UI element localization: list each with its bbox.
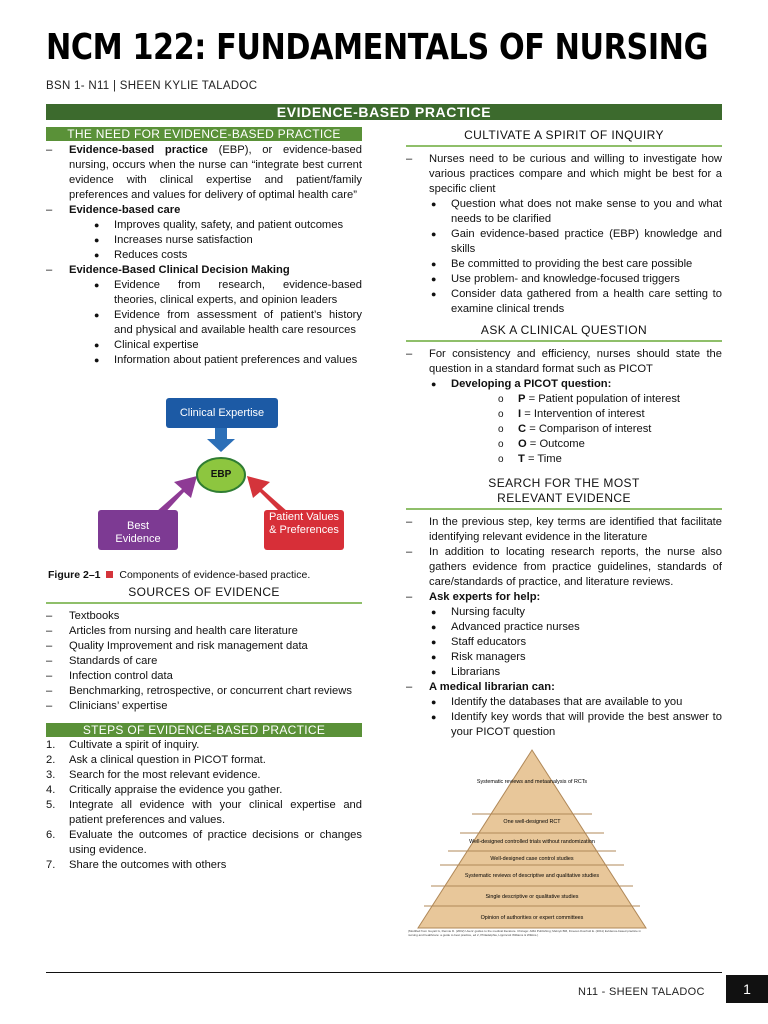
list-item: o P = Patient population of interest (498, 393, 681, 405)
list-item: ● Reduces costs (94, 249, 188, 261)
list-item: o I = Intervention of interest (498, 408, 645, 420)
ebp-label: EBP (210, 469, 232, 480)
list-item: 5. Integrate all evidence with your clinical expertise and patient preferences and values. (46, 799, 362, 826)
pyramid-level-text: Well-designed case control studies (490, 856, 574, 862)
clinical-expertise-box: Clinical Expertise (166, 398, 278, 428)
ebp-components-figure (46, 394, 362, 580)
need-list (46, 143, 362, 368)
pyramid-level-text: Systematic reviews and metaanalysis of RCTs (476, 779, 588, 785)
list-item: ● Gain evidence-based practice (EBP) knowledge and skills (431, 228, 722, 255)
list-item: – Evidence-based care ● Improves quality, safety, and patient outcomes ● Increases nurse satisfaction ● Reduces costs (46, 203, 362, 263)
list-item: – Clinicians’ expertise (46, 700, 168, 712)
clinical-arrow-shaft (215, 426, 227, 440)
search-list (406, 515, 722, 740)
list-item: – In addition to locating research reports, the nurse also gathers evidence from practice guidelines, standards of care/standards of practice, and literature reviews. (406, 546, 722, 588)
need-heading: THE NEED FOR EVIDENCE-BASED PRACTICE (46, 127, 362, 141)
list-item: – Ask experts for help: ● Nursing faculty ● Advanced practice nurses ● Staff educators ● Risk managers ● Librarians (406, 590, 722, 680)
pyramid-level-text: Well-designed controlled trials without randomization (469, 839, 595, 845)
list-item: ● Use problem- and knowledge-focused triggers (431, 273, 680, 285)
list-item: o T = Time (498, 453, 562, 465)
page-title: NCM 122: FUNDAMENTALS OF NURSING (46, 27, 708, 68)
right-column (406, 127, 722, 938)
list-item: o C = Comparison of interest (498, 423, 652, 435)
list-item: – Standards of care (46, 655, 158, 667)
list-item: ● Developing a PICOT question: o P = Patient population of interest o I = Intervention of interest o C = Comparison of interest o O = Outcome o T = Time (429, 377, 722, 467)
list-item: – Infection control data (46, 670, 173, 682)
best-evidence-box: Best Evidence (98, 510, 178, 550)
list-item: ● Question what does not make sense to you and what needs to be clarified (431, 198, 722, 225)
list-item: ● Nursing faculty (431, 606, 525, 618)
list-item: ● Information about patient preferences and values (94, 354, 358, 366)
list-item: ● Increases nurse satisfaction (94, 234, 253, 246)
list-item: – In the previous step, key terms are identified that facilitate identifying relevant evidence in the literature (406, 516, 722, 543)
author-line: BSN 1- N11 | SHEEN KYLIE TALADOC (46, 80, 258, 92)
list-item: ● Advanced practice nurses (431, 621, 580, 633)
pyramid-reference: (Modified from Guyatt G, Rennie D. (2002) Users’ guides to the medical literature. Chicago: AMA Publishing; Melnyk BM, Fineout-Overholt E. (2011) Evidence-based practice in nursing and healthcare: a guide to best practice, ed 2, Philadelphia, Lippincott Williams & Wilkins.) (408, 929, 641, 937)
pyramid-level-text: Opinion of authorities or expert committees (480, 915, 584, 921)
caption-square-icon (106, 571, 113, 578)
pyramid-level-text: Systematic reviews of descriptive and qualitative studies (464, 873, 600, 879)
list-item: ● Consider data gathered from a health care setting to examine clinical trends (431, 288, 722, 315)
list-item: ● Risk managers (431, 651, 526, 663)
list-item: ● Librarians (431, 666, 501, 678)
list-item: 6. Evaluate the outcomes of practice decisions or changes using evidence. (46, 829, 362, 856)
footer-label: N11 - SHEEN TALADOC (578, 986, 705, 998)
left-column (46, 127, 362, 873)
page-number: 1 (726, 975, 768, 1003)
pyramid-level-text: One well-designed RCT (503, 819, 561, 825)
section-banner: EVIDENCE-BASED PRACTICE (46, 104, 722, 120)
steps-heading: STEPS OF EVIDENCE-BASED PRACTICE (46, 723, 362, 737)
list-item: ● Identify key words that will provide the best answer to your PICOT question (431, 711, 722, 738)
sources-list (46, 609, 362, 714)
evidence-pyramid (408, 748, 648, 938)
list-item: ● Identify the databases that are available to you (431, 696, 683, 708)
footer-rule (46, 972, 722, 973)
list-item: 2. Ask a clinical question in PICOT format. (46, 754, 266, 766)
list-item: 4. Critically appraise the evidence you gather. (46, 784, 283, 796)
list-item: ● Clinical expertise (94, 339, 199, 351)
list-item: – Quality Improvement and risk management data (46, 640, 308, 652)
pyramid-level-text: Single descriptive or qualitative studies (485, 894, 579, 900)
list-item: ● Staff educators (431, 636, 527, 648)
inquiry-heading: CULTIVATE A SPIRIT OF INQUIRY (406, 127, 722, 147)
list-item: ● Improves quality, safety, and patient outcomes (94, 219, 344, 231)
list-item: 1. Cultivate a spirit of inquiry. (46, 739, 200, 751)
list-item: – Articles from nursing and health care literature (46, 625, 298, 637)
list-item: o O = Outcome (498, 438, 585, 450)
steps-list (46, 738, 362, 873)
list-item: – For consistency and efficiency, nurses should state the question in a standard format such as PICOT ● Developing a PICOT question: o P = Patient population of interest o I = Intervention of interest o C = Comparison of interest o O = Outcome o T = Time (406, 348, 722, 465)
list-item: – A medical librarian can: ● Identify the databases that are available to you ● Identify key words that will provide the best answer to your PICOT question (406, 681, 722, 738)
list-item: – Nurses need to be curious and willing to investigate how various practices compare and which might be best for a specific client ● Question what does not make sense to you and what needs to be clarified ● Gain evidence-based practice (EBP) knowledge and skills ● Be committed to providing the best care possible ● Use problem- and knowledge-focused triggers ● Consider data gathered from a health care setting to examine clinical trends (406, 153, 722, 315)
list-item: ● Evidence from assessment of patient’s history and physical and available health care resources (94, 309, 362, 336)
list-item: – Evidence-Based Clinical Decision Making ● Evidence from research, evidence-based theories, clinical experts, and opinion leaders ● Evidence from assessment of patient’s history and physical and available health care resources ● Clinical expertise ● Information about patient preferences and values (46, 264, 362, 366)
list-item: 3. Search for the most relevant evidence. (46, 769, 261, 781)
sources-heading: SOURCES OF EVIDENCE (46, 584, 362, 604)
list-item: 7. Share the outcomes with others (46, 859, 227, 871)
search-heading: SEARCH FOR THE MOST RELEVANT EVIDENCE (406, 475, 722, 510)
inquiry-list (406, 152, 722, 317)
question-list (406, 347, 722, 467)
list-item: ● Evidence from research, evidence-based theories, clinical experts, and opinion leaders (94, 279, 362, 306)
patient-values-box: Patient Values & Preferences (264, 510, 344, 550)
list-item: – Benchmarking, retrospective, or concurrent chart reviews (46, 685, 352, 697)
question-heading: ASK A CLINICAL QUESTION (406, 322, 722, 342)
list-item: – Textbooks (46, 610, 120, 622)
list-item: ● Be committed to providing the best care possible (431, 258, 693, 270)
figure-caption: Figure 2–1 Components of evidence-based practice. (48, 569, 311, 581)
list-item: – Evidence-based practice (EBP), or evidence-based nursing, occurs when the nurse can “integrate best current evidence with clinical expertise and patient/family preferences and values for delivery of optimal health care” (46, 144, 363, 201)
pyramid-shape (416, 748, 648, 930)
clinical-arrow-head (207, 439, 235, 452)
